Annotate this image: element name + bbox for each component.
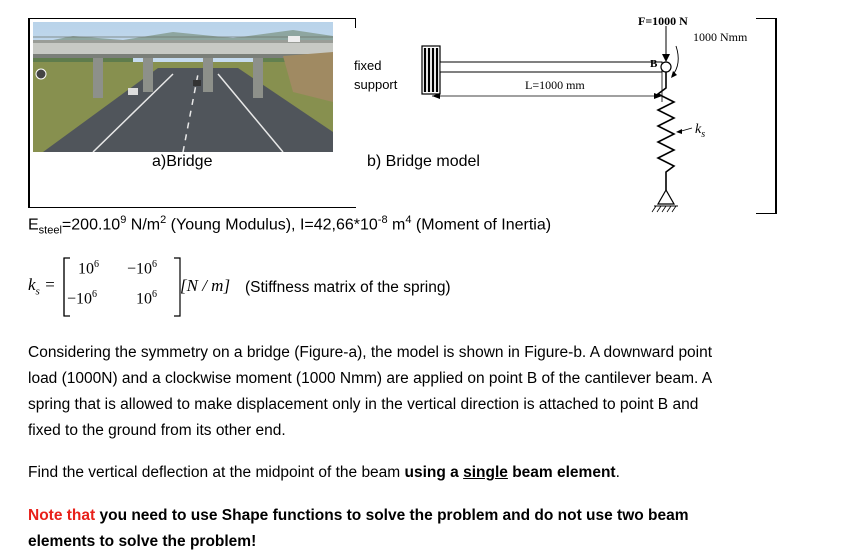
force-label: F=1000 N xyxy=(638,14,688,28)
beam xyxy=(440,62,662,72)
matrix-symbol: $k_s$ = xyxy=(28,275,56,298)
question: Find the vertical deflection at the midpoint of the beam using a single beam element. xyxy=(28,464,620,481)
matrix-cell-21: $-10^6$ xyxy=(67,289,98,308)
note-highlight: Note that xyxy=(28,507,96,524)
spring-label: $k_s$ xyxy=(695,122,706,140)
support-label: support xyxy=(354,77,398,92)
problem-description: Considering the symmetry on a bridge (Figure-a), the model is shown in Figure-b. A downward point load (1000N) and a clockwise moment (1000 Nmm) are applied on point B of the cantilever beam. A spring that is allowed to make displacement only in the vertical direction is attached to point B and fixed to the ground from its other end. xyxy=(28,344,713,439)
matrix-cell-12: $-10^6$ xyxy=(127,259,158,278)
moment-label: 1000 Nmm xyxy=(693,30,748,44)
frame-right xyxy=(775,18,777,214)
matrix-cell-22: $10^6$ xyxy=(136,289,157,308)
point-b-marker xyxy=(661,62,671,72)
frame-bottom-left xyxy=(28,207,356,208)
frame-top-left xyxy=(28,18,356,19)
caption-a: a)Bridge xyxy=(152,153,213,170)
spring xyxy=(658,72,674,190)
bridge-photo xyxy=(33,22,333,152)
caption-b: b) Bridge model xyxy=(367,153,480,170)
length-label: L=1000 mm xyxy=(525,78,585,92)
matrix-cell-11: $10^6$ xyxy=(78,259,99,278)
note: Note that you need to use Shape functions to solve the problem and do not use two beam elements to solve the problem! xyxy=(28,507,689,550)
point-b-label: B xyxy=(650,58,658,70)
matrix-unit: [N / m] xyxy=(180,276,231,295)
material-properties: $E_{steel}=200.10^9$ $N/m^2$ (Young Modulus), $I=42,66*10^{-8}$ $m^4$ (Moment of Inertia) xyxy=(28,214,552,237)
matrix-description: (Stiffness matrix of the spring) xyxy=(245,279,451,296)
frame-left xyxy=(28,18,30,208)
frame-divider-top xyxy=(355,18,356,28)
fixed-label: fixed xyxy=(354,58,382,73)
